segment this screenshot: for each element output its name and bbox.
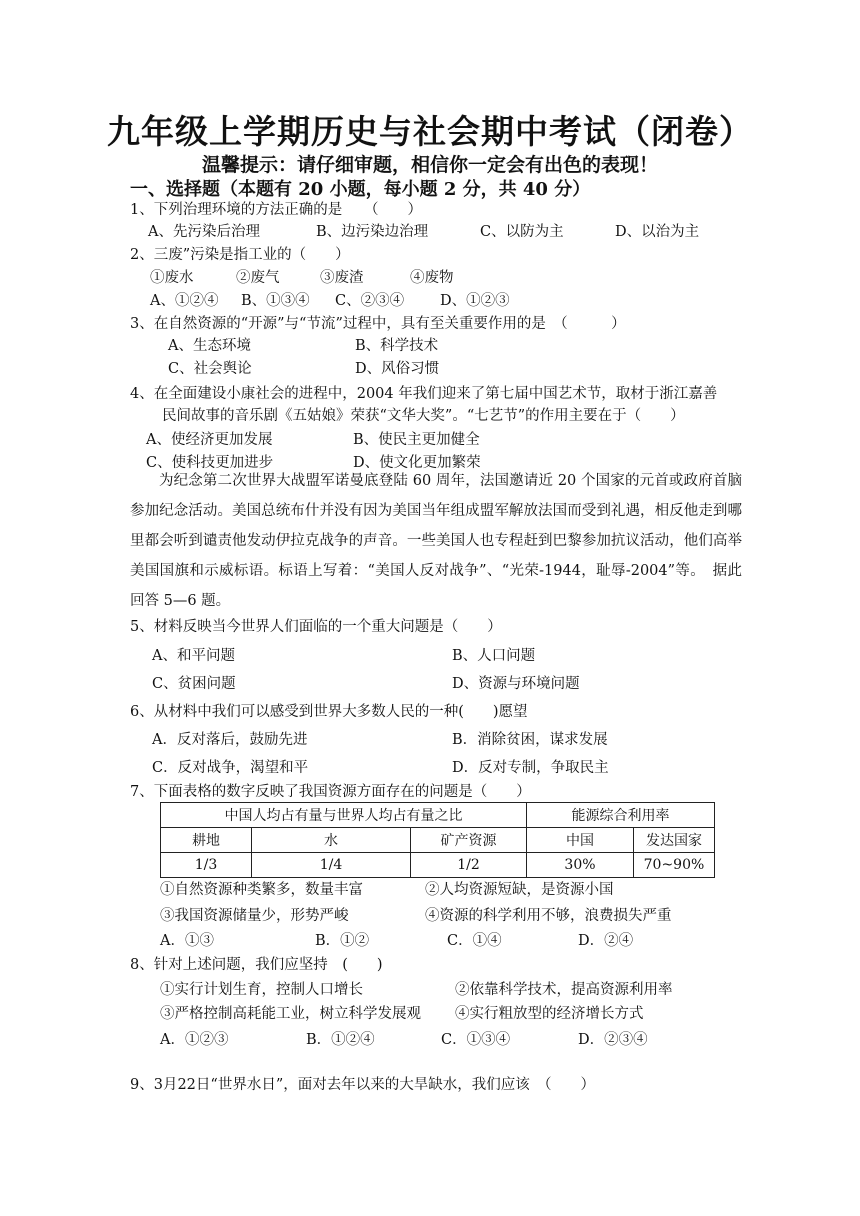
q7-item-1: ①自然资源种类繁多，数量丰富 <box>160 882 363 898</box>
q5-option-a: A、和平问题 <box>152 648 235 664</box>
q1-option-c: C、以防为主 <box>480 224 564 240</box>
q6-option-b: B．消除贫困，谋求发展 <box>452 732 608 748</box>
q4-stem-line2: 民间故事的音乐剧《五姑娘》荣获“文华大奖”。“七艺节”的作用主要在于（ ） <box>162 408 685 424</box>
q7-option-d: D．②④ <box>578 933 634 949</box>
q2-item-4: ④废物 <box>410 270 454 286</box>
q7-item-3: ③我国资源储量少，形势严峻 <box>160 908 349 924</box>
q8-item-4: ④实行粗放型的经济增长方式 <box>455 1006 644 1022</box>
q6-stem: 6、从材料中我们可以感受到世界大多数人民的一种( )愿望 <box>130 704 528 720</box>
q8-option-d: D．②③④ <box>578 1032 648 1048</box>
q3-option-a: A、生态环境 <box>168 338 251 354</box>
q5-stem: 5、材料反映当今世界人们面临的一个重大问题是（ ） <box>130 619 502 635</box>
q4-option-c: C、使科技更加进步 <box>146 455 274 471</box>
resource-table <box>160 802 715 878</box>
q7-stem: 7、下面表格的数字反映了我国资源方面存在的问题是（ ） <box>130 784 531 800</box>
table-cell: 30% <box>526 853 633 878</box>
q3-option-c: C、社会舆论 <box>168 361 252 377</box>
q8-option-b: B．①②④ <box>306 1032 375 1048</box>
table-header-cell: 中国 <box>526 828 633 853</box>
table-header-cell: 水 <box>252 828 411 853</box>
q2-option-a: A、①②④ <box>150 293 219 309</box>
q6-option-d: D．反对专制，争取民主 <box>452 760 609 776</box>
q2-item-2: ②废气 <box>236 270 280 286</box>
exam-title: 九年级上学期历史与社会期中考试（闭卷） <box>107 112 753 151</box>
table-cell: 1/3 <box>161 853 252 878</box>
q8-item-2: ②依靠科学技术，提高资源利用率 <box>455 982 673 998</box>
q1-option-a: A、先污染后治理 <box>148 224 260 240</box>
q2-option-d: D、①②③ <box>440 293 510 309</box>
q8-stem: 8、针对上述问题，我们应坚持 ( ) <box>130 957 383 973</box>
q4-option-b: B、使民主更加健全 <box>353 432 480 448</box>
q1-stem: 1、下列治理环境的方法正确的是 （ ） <box>130 202 422 218</box>
exam-tip: 温馨提示：请仔细审题，相信你一定会有出色的表现！ <box>201 154 658 176</box>
q3-option-d: D、风俗习惯 <box>355 361 440 377</box>
q8-option-a: A．①②③ <box>160 1032 229 1048</box>
q5-option-b: B、人口问题 <box>452 648 536 664</box>
q7-item-4: ④资源的科学利用不够，浪费损失严重 <box>425 908 672 924</box>
table-cell: 1/4 <box>252 853 411 878</box>
q6-option-c: C．反对战争，渴望和平 <box>152 760 309 776</box>
q3-option-b: B、科学技术 <box>355 338 439 354</box>
q5-option-c: C、贫困问题 <box>152 676 236 692</box>
q4-stem-line1: 4、在全面建设小康社会的进程中，2004 年我们迎来了第七届中国艺术节，取材于浙江嘉善 <box>130 386 718 402</box>
q3-stem: 3、在自然资源的“开源”与“节流”过程中，具有至关重要作用的是 （ ） <box>130 316 626 332</box>
q7-option-a: A．①③ <box>160 933 214 949</box>
q2-option-c: C、②③④ <box>335 293 405 309</box>
table-cell: 1/2 <box>410 853 526 878</box>
q8-option-c: C．①③④ <box>441 1032 511 1048</box>
q7-item-2: ②人均资源短缺，是资源小国 <box>425 882 614 898</box>
q6-option-a: A．反对落后，鼓励先进 <box>152 732 308 748</box>
q4-option-a: A、使经济更加发展 <box>146 432 273 448</box>
table-header-cell: 耕地 <box>161 828 252 853</box>
q2-item-3: ③废渣 <box>320 270 364 286</box>
table-header-cell: 发达国家 <box>633 828 714 853</box>
q2-option-b: B、①③④ <box>241 293 310 309</box>
reading-material: 为纪念第二次世界大战盟军诺曼底登陆 60 周年，法国邀请近 20 个国家的元首或政府首脑参加纪念活动。美国总统布什并没有因为美国当年组成盟军解放法国而受到礼遇，相反他走到哪里都会听到谴责他发动伊拉克战争的声音。一些美国人也专程赶到巴黎参加抗议活动，他们高举美国国旗和示威标语。标语上写着：“美国人反对战争”、“光荣-1944，耻辱-2004”等。 据此回答 5—6 题。 <box>130 473 742 609</box>
table-group-header: 能源综合利用率 <box>526 803 714 828</box>
q2-stem: 2、三废”污染是指工业的（ ） <box>130 247 350 263</box>
table-header-cell: 矿产资源 <box>410 828 526 853</box>
q7-option-c: C．①④ <box>447 933 502 949</box>
q5-option-d: D、资源与环境问题 <box>452 676 580 692</box>
table-group-header: 中国人均占有量与世界人均占有量之比 <box>161 803 527 828</box>
table-cell: 70~90% <box>633 853 714 878</box>
q8-item-1: ①实行计划生育，控制人口增长 <box>160 982 363 998</box>
q7-option-b: B．①② <box>315 933 370 949</box>
table-row <box>161 853 715 878</box>
table-row <box>161 828 715 853</box>
q1-option-b: B、边污染边治理 <box>316 224 429 240</box>
q9-stem: 9、3月22日“世界水日”，面对去年以来的大旱缺水，我们应该 （ ） <box>130 1077 595 1093</box>
q2-item-1: ①废水 <box>150 270 194 286</box>
q8-item-3: ③严格控制高耗能工业，树立科学发展观 <box>160 1006 421 1022</box>
section-heading: 一、选择题（本题有 20 小题，每小题 2 分，共 40 分） <box>130 179 591 200</box>
q4-option-d: D、使文化更加繁荣 <box>353 455 481 471</box>
table-row <box>161 803 715 828</box>
q1-option-d: D、以治为主 <box>615 224 700 240</box>
